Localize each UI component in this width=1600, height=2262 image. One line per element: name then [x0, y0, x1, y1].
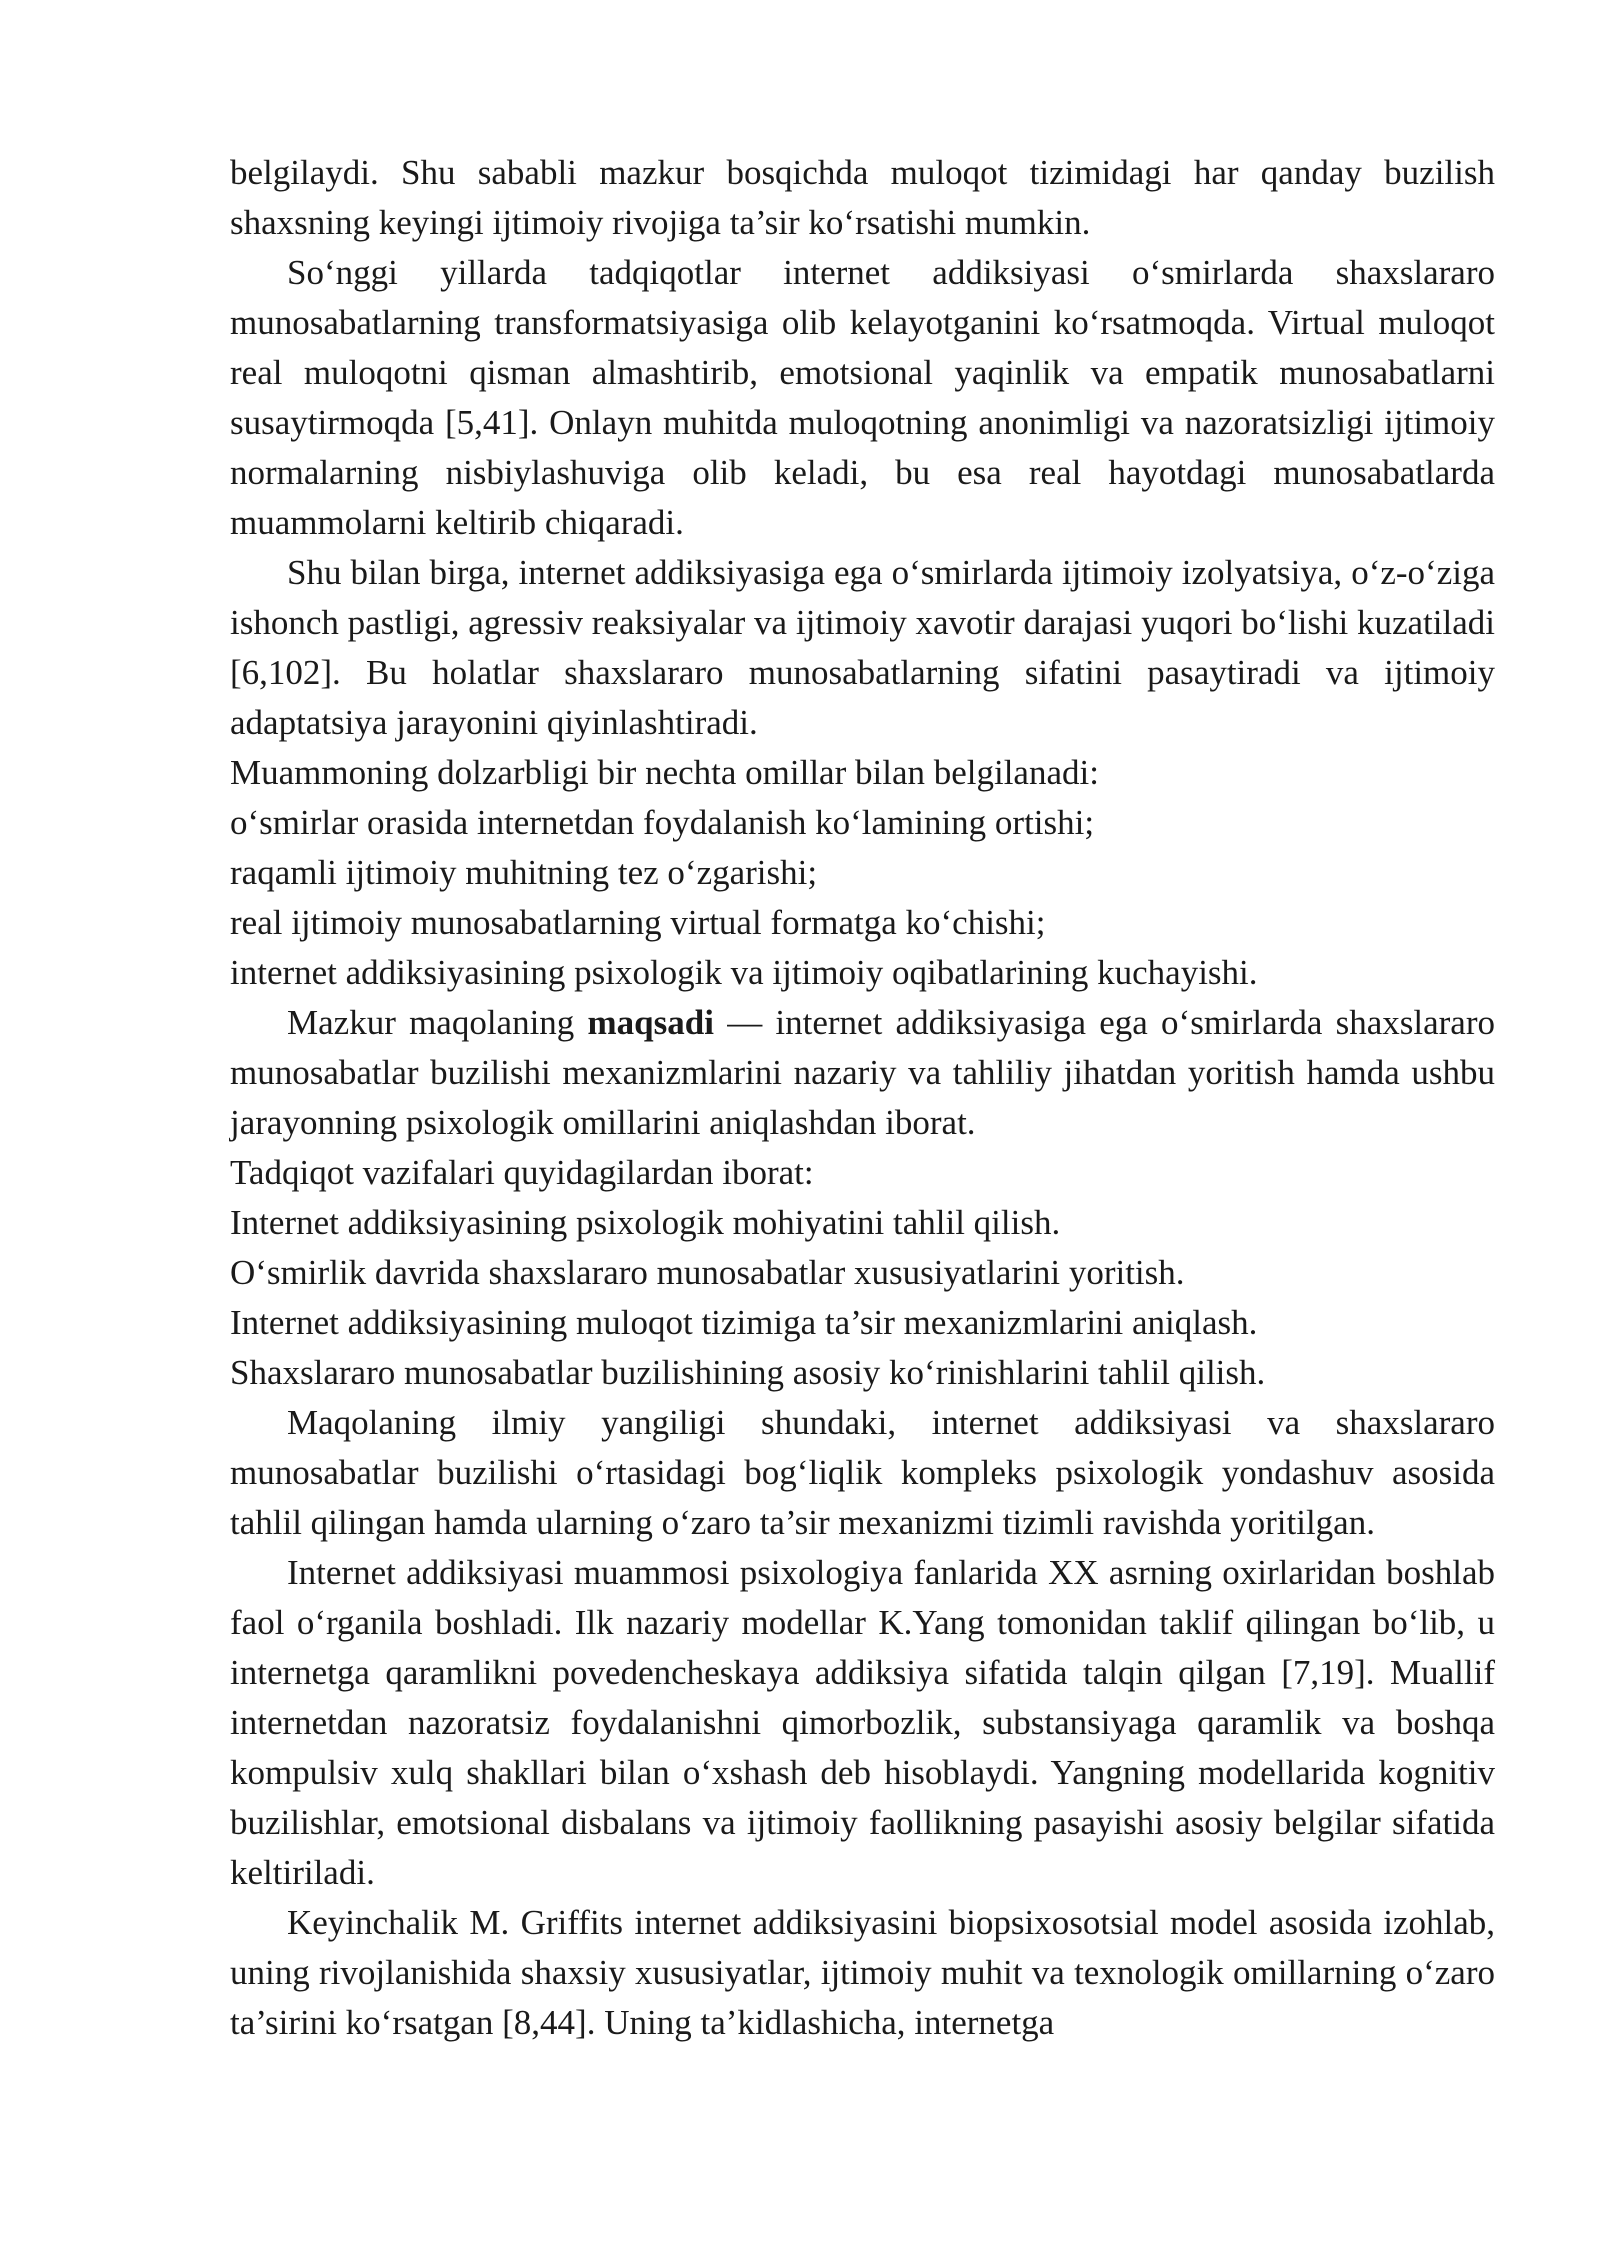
purpose-text-start: Mazkur maqolaning	[287, 1003, 588, 1042]
paragraph-purpose	[230, 998, 1495, 1148]
paragraph-3: Shu bilan birga, internet addiksiyasiga ega o‘smirlarda ijtimoiy izolyatsiya, o‘z-o‘ziga ishonch pastligi, agressiv reaksiyalar va ijtimoiy xavotir darajasi yuqori bo‘lishi kuzatiladi [6,102]. Bu holatlar shaxslararo munosabatlarning sifatini pasaytiradi va ijtimoiy adaptatsiya jarayonini qiyinlashtiradi.	[230, 553, 1495, 742]
purpose-bold-term: maqsadi	[587, 1003, 714, 1042]
relevance-list-item: internet addiksiyasining psixologik va ijtimoiy oqibatlarining kuchayishi.	[230, 953, 1258, 992]
relevance-list-item: raqamli ijtimoiy muhitning tez o‘zgarishi;	[230, 853, 818, 892]
relevance-list-item: o‘smirlar orasida internetdan foydalanish ko‘lamining ortishi;	[230, 803, 1095, 842]
paragraph-history: Internet addiksiyasi muammosi psixologiya fanlarida XX asrning oxirlaridan boshlab faol o‘rganila boshladi. Ilk nazariy modellar K.Yang tomonidan taklif qilingan bo‘lib, u internetga qaramlikni povedencheskaya addiksiya sifatida talqin qilgan [7,19]. Muallif internetdan nazoratsiz foydalanishni qimorbozlik, substansiyaga qaramlik va boshqa kompulsiv xulq shakllari bilan o‘xshash deb hisoblaydi. Yangning modellarida kognitiv buzilishlar, emotsional disbalans va ijtimoiy faollikning pasayishi asosiy belgilar sifatida keltiriladi.	[230, 1553, 1495, 1892]
document-page	[230, 148, 1495, 2048]
paragraph-novelty: Maqolaning ilmiy yangiligi shundaki, internet addiksiyasi va shaxslararo munosabatlar buzilishi o‘rtasidagi bog‘liqlik kompleks psixologik yondashuv asosida tahlil qilingan hamda ularning o‘zaro ta’sir mexanizmi tizimli ravishda yoritilgan.	[230, 1403, 1495, 1542]
paragraph-1: belgilaydi. Shu sababli mazkur bosqichda muloqot tizimidagi har qanday buzilish shaxsning keyingi ijtimoiy rivojiga ta’sir ko‘rsatishi mumkin.	[230, 153, 1495, 242]
paragraph-griffits: Keyinchalik M. Griffits internet addiksiyasini biopsixosotsial model asosida izohlab, uning rivojlanishida shaxsiy xususiyatlar, ijtimoiy muhit va texnologik omillarning o‘zaro ta’sirini ko‘rsatgan [8,44]. Uning ta’kidlashicha, internetga	[230, 1903, 1495, 2042]
relevance-list-item: real ijtimoiy munosabatlarning virtual formatga ko‘chishi;	[230, 903, 1046, 942]
task-list-item: Internet addiksiyasining muloqot tizimiga ta’sir mexanizmlarini aniqlash.	[230, 1303, 1258, 1342]
task-list-item: Shaxslararo munosabatlar buzilishining asosiy ko‘rinishlarini tahlil qilish.	[230, 1353, 1266, 1392]
paragraph-2: So‘nggi yillarda tadqiqotlar internet addiksiyasi o‘smirlarda shaxslararo munosabatlarning transformatsiyasiga olib kelayotganini ko‘rsatmoqda. Virtual muloqot real muloqotni qisman almashtirib, emotsional yaqinlik va empatik munosabatlarni susaytirmoqda [5,41]. Onlayn muhitda muloqotning anonimligi va nazoratsizligi ijtimoiy normalarning nisbiylashuviga olib keladi, bu esa real hayotdagi munosabatlarda muammolarni keltirib chiqaradi.	[230, 253, 1495, 542]
paragraph-tasks-intro: Tadqiqot vazifalari quyidagilardan iborat:	[230, 1153, 814, 1192]
purpose-text-end: — internet addiksiyasiga ega o‘smirlarda shaxslararo munosabatlar buzilishi mexanizmlarini nazariy va tahliliy jihatdan yoritish hamda ushbu jarayonning psixologik omillarini aniqlashdan iborat.	[230, 1003, 1495, 1142]
task-list-item: Internet addiksiyasining psixologik mohiyatini tahlil qilish.	[230, 1203, 1061, 1242]
paragraph-relevance-intro: Muammoning dolzarbligi bir nechta omillar bilan belgilanadi:	[230, 753, 1099, 792]
task-list-item: O‘smirlik davrida shaxslararo munosabatlar xususiyatlarini yoritish.	[230, 1253, 1185, 1292]
